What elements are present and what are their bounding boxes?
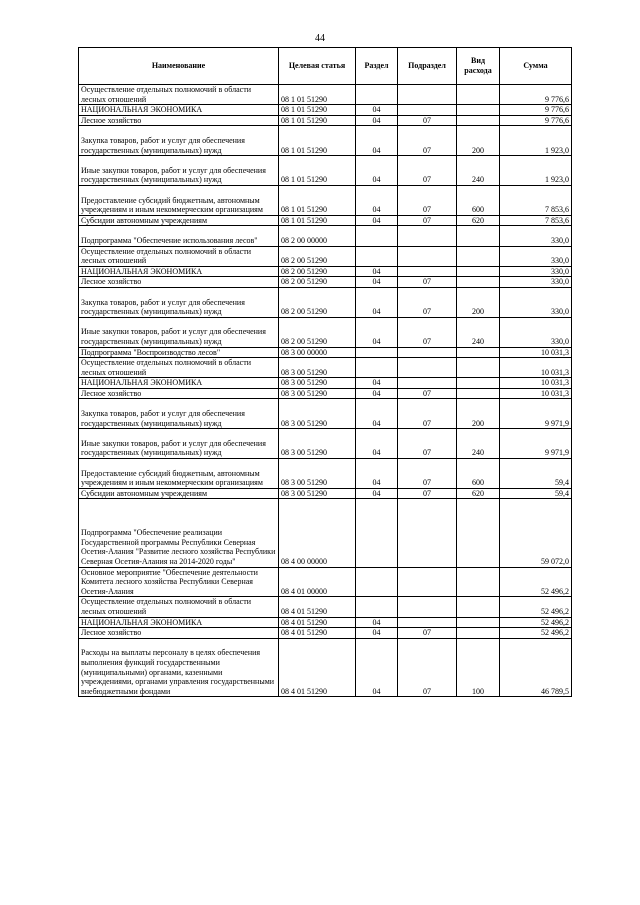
row-expense-type-cell: 600 [457, 459, 500, 489]
row-expense-type-cell [457, 597, 500, 617]
table-row [79, 358, 572, 378]
table-row [79, 638, 572, 697]
row-subsection-cell: 07 [398, 429, 457, 459]
row-target-article-cell: 08 3 00 51290 [279, 388, 356, 399]
table-row [79, 597, 572, 617]
row-sum-cell: 9 971,9 [500, 399, 572, 429]
row-subsection-cell: 07 [398, 638, 457, 697]
row-expense-type-cell [457, 388, 500, 399]
row-sum-cell: 9 776,6 [500, 85, 572, 105]
row-name-cell: Субсидии автономным учреждениям [79, 488, 279, 499]
budget-table [78, 47, 572, 697]
row-expense-type-cell: 240 [457, 156, 500, 186]
row-section-cell: 04 [356, 287, 398, 317]
row-expense-type-cell [457, 105, 500, 116]
row-subsection-cell: 07 [398, 277, 457, 288]
row-subsection-cell [398, 378, 457, 389]
row-expense-type-cell [457, 499, 500, 567]
row-section-cell: 04 [356, 266, 398, 277]
row-section-cell: 04 [356, 388, 398, 399]
row-sum-cell: 330,0 [500, 226, 572, 246]
row-section-cell: 04 [356, 628, 398, 639]
row-target-article-cell: 08 1 01 51290 [279, 185, 356, 215]
row-section-cell: 04 [356, 277, 398, 288]
row-name-cell: Осуществление отдельных полномочий в области лесных отношений [79, 358, 279, 378]
row-subsection-cell: 07 [398, 287, 457, 317]
row-target-article-cell: 08 2 00 51290 [279, 266, 356, 277]
row-subsection-cell: 07 [398, 459, 457, 489]
table-row [79, 215, 572, 226]
row-name-cell: Закупка товаров, работ и услуг для обеспечения государственных (муниципальных) нужд [79, 399, 279, 429]
row-target-article-cell: 08 1 01 51290 [279, 115, 356, 126]
row-name-cell: НАЦИОНАЛЬНАЯ ЭКОНОМИКА [79, 266, 279, 277]
row-section-cell: 04 [356, 429, 398, 459]
row-sum-cell: 52 496,2 [500, 617, 572, 628]
row-expense-type-cell: 620 [457, 215, 500, 226]
row-name-cell: Подпрограмма "Обеспечение использования лесов" [79, 226, 279, 246]
row-target-article-cell: 08 2 00 51290 [279, 317, 356, 347]
row-subsection-cell: 07 [398, 628, 457, 639]
table-row [79, 226, 572, 246]
row-expense-type-cell [457, 347, 500, 358]
row-sum-cell: 59,4 [500, 459, 572, 489]
row-section-cell: 04 [356, 378, 398, 389]
row-target-article-cell: 08 4 01 51290 [279, 628, 356, 639]
row-section-cell: 04 [356, 399, 398, 429]
row-section-cell [356, 226, 398, 246]
row-sum-cell: 59,4 [500, 488, 572, 499]
row-name-cell: Лесное хозяйство [79, 628, 279, 639]
row-target-article-cell: 08 4 00 00000 [279, 499, 356, 567]
row-target-article-cell: 08 3 00 51290 [279, 399, 356, 429]
table-row [79, 628, 572, 639]
row-subsection-cell: 07 [398, 488, 457, 499]
row-name-cell: Лесное хозяйство [79, 388, 279, 399]
table-row [79, 287, 572, 317]
row-target-article-cell: 08 2 00 00000 [279, 226, 356, 246]
row-sum-cell: 10 031,3 [500, 388, 572, 399]
row-subsection-cell: 07 [398, 399, 457, 429]
table-row [79, 399, 572, 429]
table-row [79, 567, 572, 597]
row-name-cell: Иные закупки товаров, работ и услуг для обеспечения государственных (муниципальных) нужд [79, 429, 279, 459]
row-sum-cell: 1 923,0 [500, 156, 572, 186]
table-row [79, 488, 572, 499]
row-name-cell: Предоставление субсидий бюджетным, автономным учреждениям и иным некоммерческим организациям [79, 185, 279, 215]
row-sum-cell: 52 496,2 [500, 628, 572, 639]
table-header-row [79, 48, 572, 85]
table-row [79, 185, 572, 215]
row-expense-type-cell [457, 85, 500, 105]
table-row [79, 459, 572, 489]
row-name-cell: Иные закупки товаров, работ и услуг для обеспечения государственных (муниципальных) нужд [79, 317, 279, 347]
row-section-cell [356, 358, 398, 378]
table-row [79, 617, 572, 628]
row-expense-type-cell [457, 567, 500, 597]
table-row [79, 347, 572, 358]
row-target-article-cell: 08 3 00 51290 [279, 378, 356, 389]
row-sum-cell: 46 789,5 [500, 638, 572, 697]
row-target-article-cell: 08 3 00 51290 [279, 429, 356, 459]
row-expense-type-cell: 200 [457, 126, 500, 156]
row-sum-cell: 330,0 [500, 246, 572, 266]
table-body [79, 85, 572, 697]
row-sum-cell: 1 923,0 [500, 126, 572, 156]
row-subsection-cell [398, 246, 457, 266]
row-expense-type-cell: 620 [457, 488, 500, 499]
row-section-cell: 04 [356, 126, 398, 156]
table-row [79, 317, 572, 347]
row-sum-cell: 330,0 [500, 317, 572, 347]
row-name-cell: Основное мероприятие "Обеспечение деятельности Комитета лесного хозяйства Республики Северная Осетия-Алания [79, 567, 279, 597]
header-expense-type: Вид расхода [457, 48, 500, 85]
row-target-article-cell: 08 4 01 51290 [279, 617, 356, 628]
row-target-article-cell: 08 3 00 51290 [279, 488, 356, 499]
row-name-cell: Подпрограмма "Воспроизводство лесов" [79, 347, 279, 358]
row-subsection-cell: 07 [398, 126, 457, 156]
row-target-article-cell: 08 2 00 51290 [279, 287, 356, 317]
row-target-article-cell: 08 1 01 51290 [279, 105, 356, 116]
row-name-cell: Закупка товаров, работ и услуг для обеспечения государственных (муниципальных) нужд [79, 126, 279, 156]
table-row [79, 277, 572, 288]
row-section-cell: 04 [356, 215, 398, 226]
table-row [79, 246, 572, 266]
row-sum-cell: 59 072,0 [500, 499, 572, 567]
table-row [79, 429, 572, 459]
row-expense-type-cell [457, 617, 500, 628]
header-target-article: Целевая статья [279, 48, 356, 85]
row-sum-cell: 52 496,2 [500, 597, 572, 617]
row-expense-type-cell [457, 115, 500, 126]
row-name-cell: Предоставление субсидий бюджетным, автономным учреждениям и иным некоммерческим организациям [79, 459, 279, 489]
table-row [79, 115, 572, 126]
row-name-cell: Расходы на выплаты персоналу в целях обеспечения выполнения функций государственными (муниципальными) органами, казенными учреждениями, органами управления государственными внебюджетными фондами [79, 638, 279, 697]
row-expense-type-cell [457, 378, 500, 389]
row-section-cell: 04 [356, 617, 398, 628]
row-sum-cell: 10 031,3 [500, 378, 572, 389]
row-subsection-cell: 07 [398, 215, 457, 226]
row-subsection-cell [398, 617, 457, 628]
row-name-cell: НАЦИОНАЛЬНАЯ ЭКОНОМИКА [79, 617, 279, 628]
row-name-cell: Осуществление отдельных полномочий в области лесных отношений [79, 597, 279, 617]
row-target-article-cell: 08 4 01 51290 [279, 597, 356, 617]
row-target-article-cell: 08 3 00 51290 [279, 358, 356, 378]
row-sum-cell: 9 971,9 [500, 429, 572, 459]
row-section-cell: 04 [356, 105, 398, 116]
row-target-article-cell: 08 1 01 51290 [279, 126, 356, 156]
row-name-cell: Лесное хозяйство [79, 277, 279, 288]
row-section-cell [356, 499, 398, 567]
row-expense-type-cell [457, 246, 500, 266]
row-sum-cell: 330,0 [500, 277, 572, 288]
row-subsection-cell: 07 [398, 115, 457, 126]
row-target-article-cell: 08 4 01 00000 [279, 567, 356, 597]
row-subsection-cell [398, 226, 457, 246]
row-name-cell: НАЦИОНАЛЬНАЯ ЭКОНОМИКА [79, 105, 279, 116]
row-target-article-cell: 08 2 00 51290 [279, 246, 356, 266]
row-expense-type-cell: 600 [457, 185, 500, 215]
row-expense-type-cell: 240 [457, 429, 500, 459]
row-subsection-cell [398, 105, 457, 116]
row-section-cell [356, 246, 398, 266]
row-name-cell: Лесное хозяйство [79, 115, 279, 126]
row-section-cell [356, 567, 398, 597]
header-name: Наименование [79, 48, 279, 85]
row-sum-cell: 10 031,3 [500, 347, 572, 358]
header-sum: Сумма [500, 48, 572, 85]
table-row [79, 378, 572, 389]
row-sum-cell: 9 776,6 [500, 105, 572, 116]
row-name-cell: Осуществление отдельных полномочий в области лесных отношений [79, 246, 279, 266]
table-row [79, 156, 572, 186]
row-expense-type-cell [457, 226, 500, 246]
row-section-cell: 04 [356, 459, 398, 489]
row-expense-type-cell [457, 266, 500, 277]
row-subsection-cell: 07 [398, 156, 457, 186]
row-section-cell [356, 347, 398, 358]
row-section-cell: 04 [356, 488, 398, 499]
table-row [79, 388, 572, 399]
table-row [79, 266, 572, 277]
row-subsection-cell: 07 [398, 185, 457, 215]
row-target-article-cell: 08 2 00 51290 [279, 277, 356, 288]
row-sum-cell: 330,0 [500, 287, 572, 317]
row-expense-type-cell [457, 628, 500, 639]
table-row [79, 126, 572, 156]
row-sum-cell: 7 853,6 [500, 215, 572, 226]
row-sum-cell: 7 853,6 [500, 185, 572, 215]
row-name-cell: Иные закупки товаров, работ и услуг для обеспечения государственных (муниципальных) нужд [79, 156, 279, 186]
row-target-article-cell: 08 1 01 51290 [279, 85, 356, 105]
row-target-article-cell: 08 4 01 51290 [279, 638, 356, 697]
row-expense-type-cell [457, 277, 500, 288]
row-sum-cell: 10 031,3 [500, 358, 572, 378]
row-sum-cell: 9 776,6 [500, 115, 572, 126]
row-subsection-cell [398, 567, 457, 597]
row-sum-cell: 330,0 [500, 266, 572, 277]
row-section-cell: 04 [356, 156, 398, 186]
row-section-cell [356, 597, 398, 617]
header-subsection: Подраздел [398, 48, 457, 85]
row-target-article-cell: 08 3 00 00000 [279, 347, 356, 358]
page-number: 44 [315, 33, 325, 44]
row-sum-cell: 52 496,2 [500, 567, 572, 597]
row-section-cell [356, 85, 398, 105]
row-expense-type-cell: 240 [457, 317, 500, 347]
row-subsection-cell [398, 347, 457, 358]
row-subsection-cell [398, 358, 457, 378]
row-name-cell: Закупка товаров, работ и услуг для обеспечения государственных (муниципальных) нужд [79, 287, 279, 317]
row-expense-type-cell: 200 [457, 287, 500, 317]
row-target-article-cell: 08 1 01 51290 [279, 156, 356, 186]
row-expense-type-cell: 200 [457, 399, 500, 429]
header-section: Раздел [356, 48, 398, 85]
row-section-cell: 04 [356, 638, 398, 697]
row-subsection-cell [398, 499, 457, 567]
row-expense-type-cell [457, 358, 500, 378]
row-name-cell: Подпрограмма "Обеспечение реализации Государственной программы Республики Северная Осетия-Алания "Развитие лесного хозяйства Республики Северная Осетия-Алания на 2014-2020 годы" [79, 499, 279, 567]
row-target-article-cell: 08 1 01 51290 [279, 215, 356, 226]
table-row [79, 85, 572, 105]
table-row [79, 499, 572, 567]
row-subsection-cell [398, 85, 457, 105]
row-subsection-cell: 07 [398, 388, 457, 399]
row-subsection-cell: 07 [398, 317, 457, 347]
row-subsection-cell [398, 266, 457, 277]
row-section-cell: 04 [356, 115, 398, 126]
row-subsection-cell [398, 597, 457, 617]
row-name-cell: НАЦИОНАЛЬНАЯ ЭКОНОМИКА [79, 378, 279, 389]
row-section-cell: 04 [356, 185, 398, 215]
table-row [79, 105, 572, 116]
row-expense-type-cell: 100 [457, 638, 500, 697]
row-name-cell: Субсидии автономным учреждениям [79, 215, 279, 226]
row-name-cell: Осуществление отдельных полномочий в области лесных отношений [79, 85, 279, 105]
row-target-article-cell: 08 3 00 51290 [279, 459, 356, 489]
row-section-cell: 04 [356, 317, 398, 347]
